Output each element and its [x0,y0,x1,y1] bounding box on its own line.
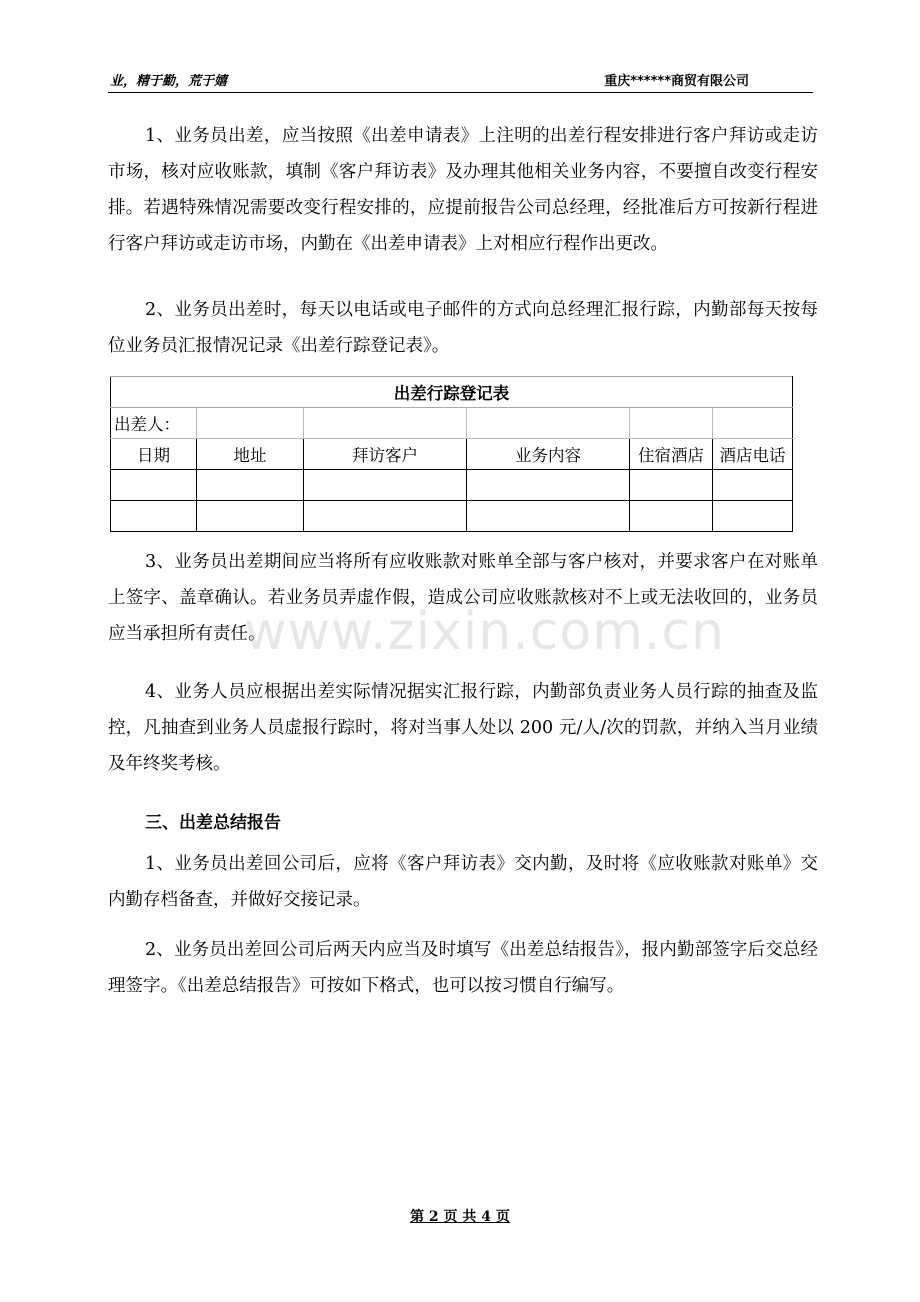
paragraph-2: 2、业务员出差时，每天以电话或电子邮件的方式向总经理汇报行踪，内勤部每天按每位业务员汇报情况记录《出差行踪登记表》。 [108,300,818,356]
travel-tracking-table [110,376,793,532]
table-cell [304,470,467,501]
table-cell [713,408,793,439]
column-header-business: 业务内容 [467,439,630,470]
paragraph-6: 2、业务员出差回公司后两天内应当及时填写《出差总结报告》，报内勤部签字后交总经理签字。《出差总结报告》可按如下格式，也可以按习惯自行编写。 [108,940,818,996]
paragraph-4: 4、业务人员应根据出差实际情况据实汇报行踪，内勤部负责业务人员行踪的抽查及监控，凡抽查到业务人员虚报行踪时，将对当事人处以 200 元/人/次的罚款，并纳入当月业绩及年终奖考核。 [108,682,818,774]
page-number: 第 2 页 共 4 页 [410,1209,510,1225]
column-header-client: 拜访客户 [304,439,467,470]
table-cell [467,408,630,439]
paragraph-1: 1、业务员出差，应当按照《出差申请表》上注明的出差行程安排进行客户拜访或走访市场，核对应收账款，填制《客户拜访表》及办理其他相关业务内容，不要擅自改变行程安排。若遇特殊情况需要改变行程安排的，应提前报告公司总经理，经批准后方可按新行程进行客户拜访或走访市场，内勤在《出差申请表》上对相应行程作出更改。 [108,126,818,254]
table-title: 出差行踪登记表 [111,377,793,408]
table-row [111,470,793,501]
page-header [108,68,813,93]
table-cell [111,501,197,532]
table-cell [111,470,197,501]
table-cell [630,470,713,501]
table-row [111,408,793,439]
header-motto: 业，精于勤，荒于嬉 [110,74,228,89]
paragraph-3: 3、业务员出差期间应当将所有应收账款对账单全部与客户核对，并要求客户在对账单上签字、盖章确认。若业务员弄虚作假，造成公司应收账款核对不上或无法收回的，业务员应当承担所有责任。 [108,552,818,644]
column-header-date: 日期 [111,439,197,470]
watermark: www.zixin.com.cn [244,602,725,662]
table-cell [713,470,793,501]
table-cell [467,501,630,532]
table-cell [467,470,630,501]
column-header-hotel: 住宿酒店 [630,439,713,470]
header-company: 重庆******商贸有限公司 [604,74,749,89]
traveler-label: 出差人： [111,408,197,439]
table-header-row [111,439,793,470]
column-header-address: 地址 [197,439,304,470]
table-cell [630,408,713,439]
table-cell [197,470,304,501]
table-cell [304,501,467,532]
section-heading: 三、出差总结报告 [145,813,281,833]
table-cell [713,501,793,532]
column-header-hotel-phone: 酒店电话 [713,439,793,470]
table-cell [197,408,304,439]
paragraph-5: 1、业务员出差回公司后，应将《客户拜访表》交内勤，及时将《应收账款对账单》交内勤存档备查，并做好交接记录。 [108,854,818,910]
table-cell [630,501,713,532]
table-row [111,501,793,532]
table-cell [304,408,467,439]
table-cell [197,501,304,532]
